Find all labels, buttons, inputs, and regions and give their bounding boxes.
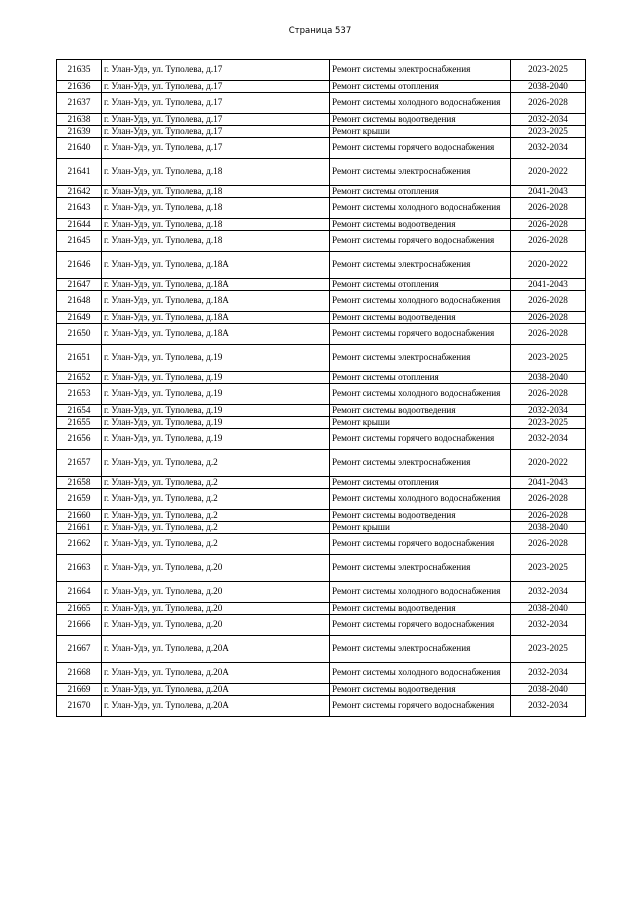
row-address: г. Улан-Удэ, ул. Туполева, д.20: [102, 582, 330, 603]
row-period: 2026-2028: [511, 510, 586, 522]
row-address: г. Улан-Удэ, ул. Туполева, д.19: [102, 372, 330, 384]
row-number: 21648: [57, 291, 102, 312]
row-number: 21654: [57, 405, 102, 417]
works-table: [56, 59, 586, 717]
table-row: [57, 126, 586, 138]
table-row: [57, 138, 586, 159]
row-number: 21655: [57, 417, 102, 429]
table-row: [57, 114, 586, 126]
row-period: 2038-2040: [511, 522, 586, 534]
row-number: 21659: [57, 489, 102, 510]
row-work-type: Ремонт системы горячего водоснабжения: [330, 615, 511, 636]
row-address: г. Улан-Удэ, ул. Туполева, д.19: [102, 429, 330, 450]
row-period: 2032-2034: [511, 114, 586, 126]
row-period: 2038-2040: [511, 603, 586, 615]
row-number: 21665: [57, 603, 102, 615]
row-work-type: Ремонт системы отопления: [330, 81, 511, 93]
row-work-type: Ремонт системы холодного водоснабжения: [330, 582, 511, 603]
table-row: [57, 372, 586, 384]
table-row: [57, 81, 586, 93]
row-work-type: Ремонт системы горячего водоснабжения: [330, 534, 511, 555]
row-number: 21640: [57, 138, 102, 159]
row-period: 2023-2025: [511, 555, 586, 582]
row-address: г. Улан-Удэ, ул. Туполева, д.18А: [102, 291, 330, 312]
row-number: 21657: [57, 450, 102, 477]
row-work-type: Ремонт системы горячего водоснабжения: [330, 696, 511, 717]
row-work-type: Ремонт системы отопления: [330, 186, 511, 198]
row-work-type: Ремонт системы водоотведения: [330, 510, 511, 522]
row-number: 21636: [57, 81, 102, 93]
table-row: [57, 324, 586, 345]
row-period: 2026-2028: [511, 93, 586, 114]
row-period: 2023-2025: [511, 345, 586, 372]
row-work-type: Ремонт системы водоотведения: [330, 684, 511, 696]
row-work-type: Ремонт системы холодного водоснабжения: [330, 291, 511, 312]
row-work-type: Ремонт системы холодного водоснабжения: [330, 93, 511, 114]
row-period: 2026-2028: [511, 312, 586, 324]
row-address: г. Улан-Удэ, ул. Туполева, д.2: [102, 522, 330, 534]
table-row: [57, 159, 586, 186]
row-number: 21658: [57, 477, 102, 489]
table-row: [57, 555, 586, 582]
row-address: г. Улан-Удэ, ул. Туполева, д.17: [102, 93, 330, 114]
row-number: 21652: [57, 372, 102, 384]
row-period: 2023-2025: [511, 417, 586, 429]
table-row: [57, 603, 586, 615]
row-address: г. Улан-Удэ, ул. Туполева, д.18: [102, 186, 330, 198]
table-row: [57, 93, 586, 114]
row-number: 21662: [57, 534, 102, 555]
row-work-type: Ремонт системы горячего водоснабжения: [330, 138, 511, 159]
row-work-type: Ремонт системы отопления: [330, 372, 511, 384]
table-row: [57, 417, 586, 429]
row-address: г. Улан-Удэ, ул. Туполева, д.2: [102, 534, 330, 555]
row-address: г. Улан-Удэ, ул. Туполева, д.2: [102, 450, 330, 477]
row-number: 21635: [57, 60, 102, 81]
row-number: 21651: [57, 345, 102, 372]
table-row: [57, 636, 586, 663]
row-number: 21645: [57, 231, 102, 252]
row-period: 2032-2034: [511, 405, 586, 417]
row-number: 21653: [57, 384, 102, 405]
row-address: г. Улан-Удэ, ул. Туполева, д.19: [102, 417, 330, 429]
row-address: г. Улан-Удэ, ул. Туполева, д.17: [102, 126, 330, 138]
page-header: Страница 537: [288, 26, 352, 36]
row-number: 21647: [57, 279, 102, 291]
row-work-type: Ремонт системы электроснабжения: [330, 450, 511, 477]
row-work-type: Ремонт системы горячего водоснабжения: [330, 231, 511, 252]
table-row: [57, 231, 586, 252]
row-period: 2032-2034: [511, 663, 586, 684]
row-work-type: Ремонт системы водоотведения: [330, 312, 511, 324]
table-row: [57, 684, 586, 696]
row-number: 21666: [57, 615, 102, 636]
row-work-type: Ремонт крыши: [330, 126, 511, 138]
row-number: 21644: [57, 219, 102, 231]
row-number: 21661: [57, 522, 102, 534]
row-address: г. Улан-Удэ, ул. Туполева, д.17: [102, 138, 330, 159]
row-number: 21663: [57, 555, 102, 582]
row-address: г. Улан-Удэ, ул. Туполева, д.17: [102, 60, 330, 81]
table-row: [57, 450, 586, 477]
row-address: г. Улан-Удэ, ул. Туполева, д.20А: [102, 684, 330, 696]
row-period: 2020-2022: [511, 450, 586, 477]
table-row: [57, 252, 586, 279]
row-work-type: Ремонт системы холодного водоснабжения: [330, 384, 511, 405]
row-period: 2032-2034: [511, 696, 586, 717]
row-number: 21664: [57, 582, 102, 603]
row-work-type: Ремонт системы водоотведения: [330, 603, 511, 615]
row-address: г. Улан-Удэ, ул. Туполева, д.18: [102, 159, 330, 186]
row-number: 21646: [57, 252, 102, 279]
row-address: г. Улан-Удэ, ул. Туполева, д.19: [102, 345, 330, 372]
row-period: 2032-2034: [511, 615, 586, 636]
row-period: 2026-2028: [511, 384, 586, 405]
table-row: [57, 696, 586, 717]
row-period: 2041-2043: [511, 279, 586, 291]
row-period: 2038-2040: [511, 372, 586, 384]
row-address: г. Улан-Удэ, ул. Туполева, д.20: [102, 555, 330, 582]
table-row: [57, 279, 586, 291]
row-address: г. Улан-Удэ, ул. Туполева, д.18: [102, 198, 330, 219]
row-period: 2026-2028: [511, 489, 586, 510]
row-work-type: Ремонт системы электроснабжения: [330, 159, 511, 186]
table-row: [57, 291, 586, 312]
row-number: 21641: [57, 159, 102, 186]
row-number: 21670: [57, 696, 102, 717]
row-period: 2020-2022: [511, 159, 586, 186]
row-work-type: Ремонт системы холодного водоснабжения: [330, 198, 511, 219]
row-number: 21649: [57, 312, 102, 324]
row-period: 2026-2028: [511, 324, 586, 345]
row-period: 2023-2025: [511, 636, 586, 663]
row-period: 2020-2022: [511, 252, 586, 279]
row-period: 2041-2043: [511, 477, 586, 489]
table-row: [57, 405, 586, 417]
row-address: г. Улан-Удэ, ул. Туполева, д.2: [102, 477, 330, 489]
row-period: 2026-2028: [511, 231, 586, 252]
row-address: г. Улан-Удэ, ул. Туполева, д.20: [102, 603, 330, 615]
row-period: 2032-2034: [511, 138, 586, 159]
row-period: 2032-2034: [511, 429, 586, 450]
row-address: г. Улан-Удэ, ул. Туполева, д.18А: [102, 279, 330, 291]
table-row: [57, 345, 586, 372]
row-address: г. Улан-Удэ, ул. Туполева, д.20А: [102, 636, 330, 663]
row-period: 2032-2034: [511, 582, 586, 603]
row-work-type: Ремонт системы электроснабжения: [330, 252, 511, 279]
table-row: [57, 489, 586, 510]
row-number: 21667: [57, 636, 102, 663]
row-period: 2023-2025: [511, 126, 586, 138]
table-row: [57, 510, 586, 522]
table-row: [57, 429, 586, 450]
row-work-type: Ремонт системы холодного водоснабжения: [330, 489, 511, 510]
table-row: [57, 219, 586, 231]
row-address: г. Улан-Удэ, ул. Туполева, д.17: [102, 81, 330, 93]
table-row: [57, 384, 586, 405]
row-work-type: Ремонт крыши: [330, 417, 511, 429]
table-row: [57, 582, 586, 603]
row-work-type: Ремонт системы водоотведения: [330, 114, 511, 126]
table-row: [57, 312, 586, 324]
row-number: 21638: [57, 114, 102, 126]
row-work-type: Ремонт системы холодного водоснабжения: [330, 663, 511, 684]
row-address: г. Улан-Удэ, ул. Туполева, д.18А: [102, 324, 330, 345]
table-row: [57, 477, 586, 489]
table-row: [57, 186, 586, 198]
table-row: [57, 615, 586, 636]
row-number: 21639: [57, 126, 102, 138]
table-row: [57, 522, 586, 534]
row-address: г. Улан-Удэ, ул. Туполева, д.2: [102, 489, 330, 510]
row-address: г. Улан-Удэ, ул. Туполева, д.2: [102, 510, 330, 522]
row-address: г. Улан-Удэ, ул. Туполева, д.20А: [102, 663, 330, 684]
row-work-type: Ремонт системы электроснабжения: [330, 555, 511, 582]
row-period: 2026-2028: [511, 198, 586, 219]
row-address: г. Улан-Удэ, ул. Туполева, д.18А: [102, 312, 330, 324]
row-address: г. Улан-Удэ, ул. Туполева, д.18А: [102, 252, 330, 279]
row-address: г. Улан-Удэ, ул. Туполева, д.17: [102, 114, 330, 126]
row-period: 2023-2025: [511, 60, 586, 81]
table-body: [57, 60, 586, 717]
row-address: г. Улан-Удэ, ул. Туполева, д.19: [102, 405, 330, 417]
table-row: [57, 198, 586, 219]
row-work-type: Ремонт системы электроснабжения: [330, 636, 511, 663]
row-address: г. Улан-Удэ, ул. Туполева, д.20А: [102, 696, 330, 717]
row-period: 2026-2028: [511, 291, 586, 312]
row-address: г. Улан-Удэ, ул. Туполева, д.19: [102, 384, 330, 405]
table-row: [57, 663, 586, 684]
row-period: 2038-2040: [511, 81, 586, 93]
row-address: г. Улан-Удэ, ул. Туполева, д.18: [102, 231, 330, 252]
row-number: 21669: [57, 684, 102, 696]
row-period: 2041-2043: [511, 186, 586, 198]
row-work-type: Ремонт системы горячего водоснабжения: [330, 429, 511, 450]
row-address: г. Улан-Удэ, ул. Туполева, д.20: [102, 615, 330, 636]
row-period: 2026-2028: [511, 219, 586, 231]
row-work-type: Ремонт системы отопления: [330, 477, 511, 489]
row-period: 2026-2028: [511, 534, 586, 555]
row-number: 21642: [57, 186, 102, 198]
row-number: 21650: [57, 324, 102, 345]
row-number: 21656: [57, 429, 102, 450]
table-row: [57, 534, 586, 555]
row-work-type: Ремонт системы отопления: [330, 279, 511, 291]
row-work-type: Ремонт системы водоотведения: [330, 405, 511, 417]
row-work-type: Ремонт системы электроснабжения: [330, 60, 511, 81]
row-work-type: Ремонт системы горячего водоснабжения: [330, 324, 511, 345]
row-number: 21668: [57, 663, 102, 684]
row-work-type: Ремонт системы электроснабжения: [330, 345, 511, 372]
row-work-type: Ремонт крыши: [330, 522, 511, 534]
row-period: 2038-2040: [511, 684, 586, 696]
row-number: 21643: [57, 198, 102, 219]
row-address: г. Улан-Удэ, ул. Туполева, д.18: [102, 219, 330, 231]
table-row: [57, 60, 586, 81]
row-work-type: Ремонт системы водоотведения: [330, 219, 511, 231]
row-number: 21660: [57, 510, 102, 522]
row-number: 21637: [57, 93, 102, 114]
